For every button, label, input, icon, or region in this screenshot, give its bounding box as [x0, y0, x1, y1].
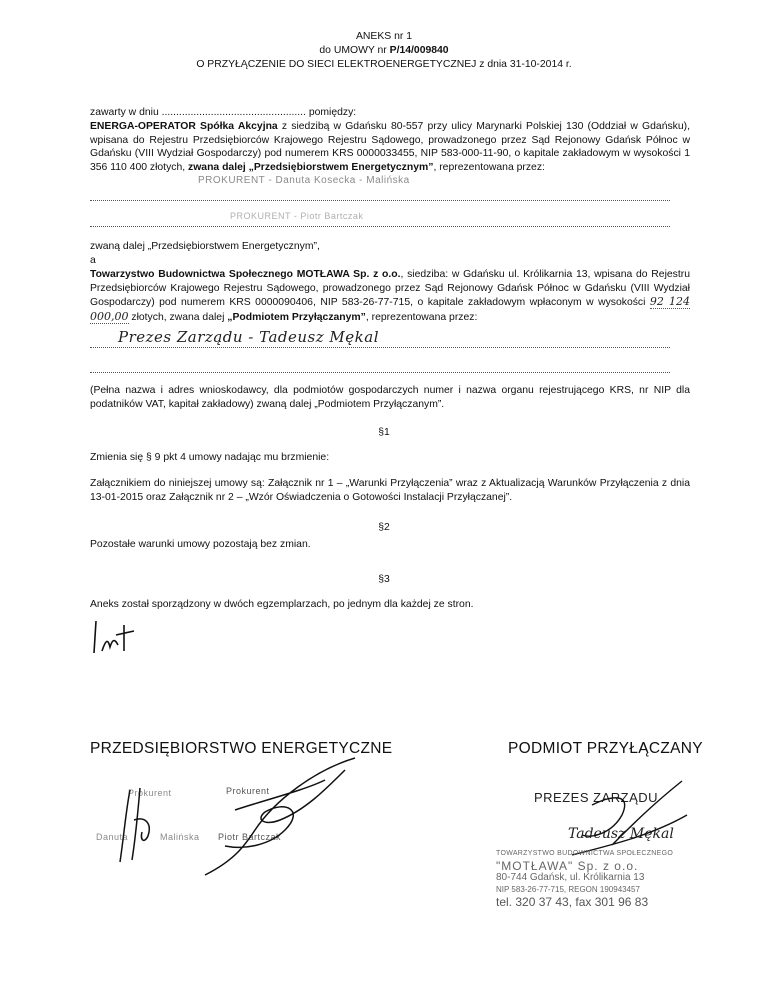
party2-represented: , reprezentowana przez:	[365, 311, 478, 323]
contract-subject: O PRZYŁĄCZENIE DO SIECI ELEKTROENERGETYCZNEJ z dnia 31-10-2014 r.	[196, 59, 572, 70]
left-stamp-name-c: Piotr Bartczak	[218, 832, 282, 842]
contract-ref	[0, 45, 768, 56]
left-stamp-prokurent-b: Prokurent	[226, 786, 270, 796]
prokurent-stamp-2: PROKURENT - Piotr Bartczak	[230, 211, 364, 221]
rep-line-4	[90, 372, 670, 373]
party2-called: „Podmiotem Przyłączanym”	[227, 311, 366, 323]
right-stamp-title: PREZES ZARZĄDU	[534, 790, 659, 805]
prokurent-stamp-1: PROKURENT - Danuta Kosecka - Malińska	[198, 175, 410, 186]
party1-details: z siedzibą w Gdańsku 80-557 przy ulicy Marynarki Polskiej 130 (Oddział w Gdańsku), wpisana do Rejestru Przedsiębiorców Krajowego Rejestru Sądowego, prowadzonego przez Sąd Rejonowy Gdańsk Północ w Gdańsku (VIII Wydział Gospodarczy) pod numerem KRS 0000033455, NIP 583-000-11-90, o kapitale zakładowym w wysokości 1 356 110 400 złotych,	[90, 121, 690, 173]
initials-signature	[90, 615, 140, 657]
party2-currency: złotych, zwana dalej	[128, 311, 228, 323]
contract-ref-prefix: do UMOWY nr	[319, 45, 390, 56]
company-stamp-line-4: NIP 583-26-77-715, REGON 190943457	[496, 885, 640, 894]
section-3-title: §3	[378, 574, 390, 585]
section-1-title: §1	[378, 427, 390, 438]
company-stamp-line-2: "MOTŁAWA" Sp. z o.o.	[496, 859, 639, 873]
annex-title: ANEKS nr 1	[355, 31, 413, 42]
party1-represented: , reprezentowana przez:	[433, 161, 545, 173]
party1-alias: zwaną dalej „Przedsiębiorstwem Energetycznym”,	[90, 241, 320, 252]
section-1-intro: Zmienia się § 9 pkt 4 umowy nadając mu brzmienie:	[90, 452, 330, 463]
party2-name: Towarzystwo Budownictwa Społecznego MOTŁAWA Sp. z o.o.	[90, 269, 401, 280]
section-2-text: Pozostałe warunki umowy pozostają bez zmian.	[90, 539, 311, 550]
left-stamp-name-b: Malińska	[160, 832, 200, 842]
signature-malinska	[100, 780, 190, 870]
section-1-attachments: Załącznikiem do niniejszej umowy są: Załącznik nr 1 – „Warunki Przyłączenia” wraz z Aktualizacją Warunków Przyłączenia z dnia 13-01-2015 oraz Załącznik nr 2 – „Wzór Oświadczenia o Gotowości Instalacji Przyłączanej”.	[90, 478, 690, 503]
rep-line-3	[90, 347, 670, 348]
party1-name: ENERGA-OPERATOR Spółka Akcyjna	[90, 121, 278, 132]
rep-line-1	[90, 200, 670, 201]
rep-line-2	[90, 226, 670, 227]
company-stamp-line-5: tel. 320 37 43, fax 301 96 83	[496, 895, 649, 909]
party1-description	[90, 120, 690, 174]
concluded-date-line: zawarty w dniu .................................................. pomiędzy:	[90, 107, 357, 118]
company-stamp-line-3: 80-744 Gdańsk, ul. Królikarnia 13	[496, 872, 645, 883]
applicant-note: (Pełna nazwa i adres wnioskodawcy, dla podmiotów gospodarczych numer i nazwa organu rejestrującego KRS, nr NIP dla podatników VAT, kapitał zakładowy) zwaną dalej „Podmiotem Przyłączanym”.	[90, 385, 690, 410]
party2-description	[90, 268, 690, 324]
right-stamp-name: Tadeusz Mękal	[568, 826, 674, 842]
left-stamp-prokurent-a: Prokurent	[128, 788, 172, 798]
party2-capital-handwritten: 92 124 000,00	[90, 295, 690, 323]
signature-bartczak	[195, 750, 370, 880]
party1-called: zwana dalej „Przedsiębiorstwem Energetycznym”	[188, 161, 434, 173]
section-3-text: Aneks został sporządzony w dwóch egzemplarzach, po jednym dla każdej ze stron.	[90, 599, 474, 610]
company-stamp-line-1: TOWARZYSTWO BUDOWNICTWA SPOŁECZNEGO	[496, 850, 674, 857]
signature-party2-title: PODMIOT PRZYŁĄCZANY	[508, 740, 703, 757]
section-2-title: §2	[378, 522, 390, 533]
party2-rep-handwritten: Prezes Zarządu - Tadeusz Mękal	[118, 328, 379, 346]
signature-party1-title: PRZEDSIĘBIORSTWO ENERGETYCZNE	[90, 740, 393, 757]
and-conjunction: a	[90, 255, 96, 266]
party2-details: , siedziba: w Gdańsku ul. Królikarnia 13, wpisana do Rejestru Przedsiębiorców Krajowego Rejestru Sądowego, prowadzonego przez Sąd Rejonowy Gdańsk Północ w Gdańsku (VIII Wydział Gospodarczy) pod numerem KRS 0000090406, NIP 583-26-77-715, o kapitale zakładowym wpłaconym w wysokości	[90, 269, 690, 308]
left-stamp-name-a: Danuta	[96, 832, 129, 842]
contract-number: P/14/009840	[389, 45, 449, 56]
company-stamp	[496, 848, 696, 908]
